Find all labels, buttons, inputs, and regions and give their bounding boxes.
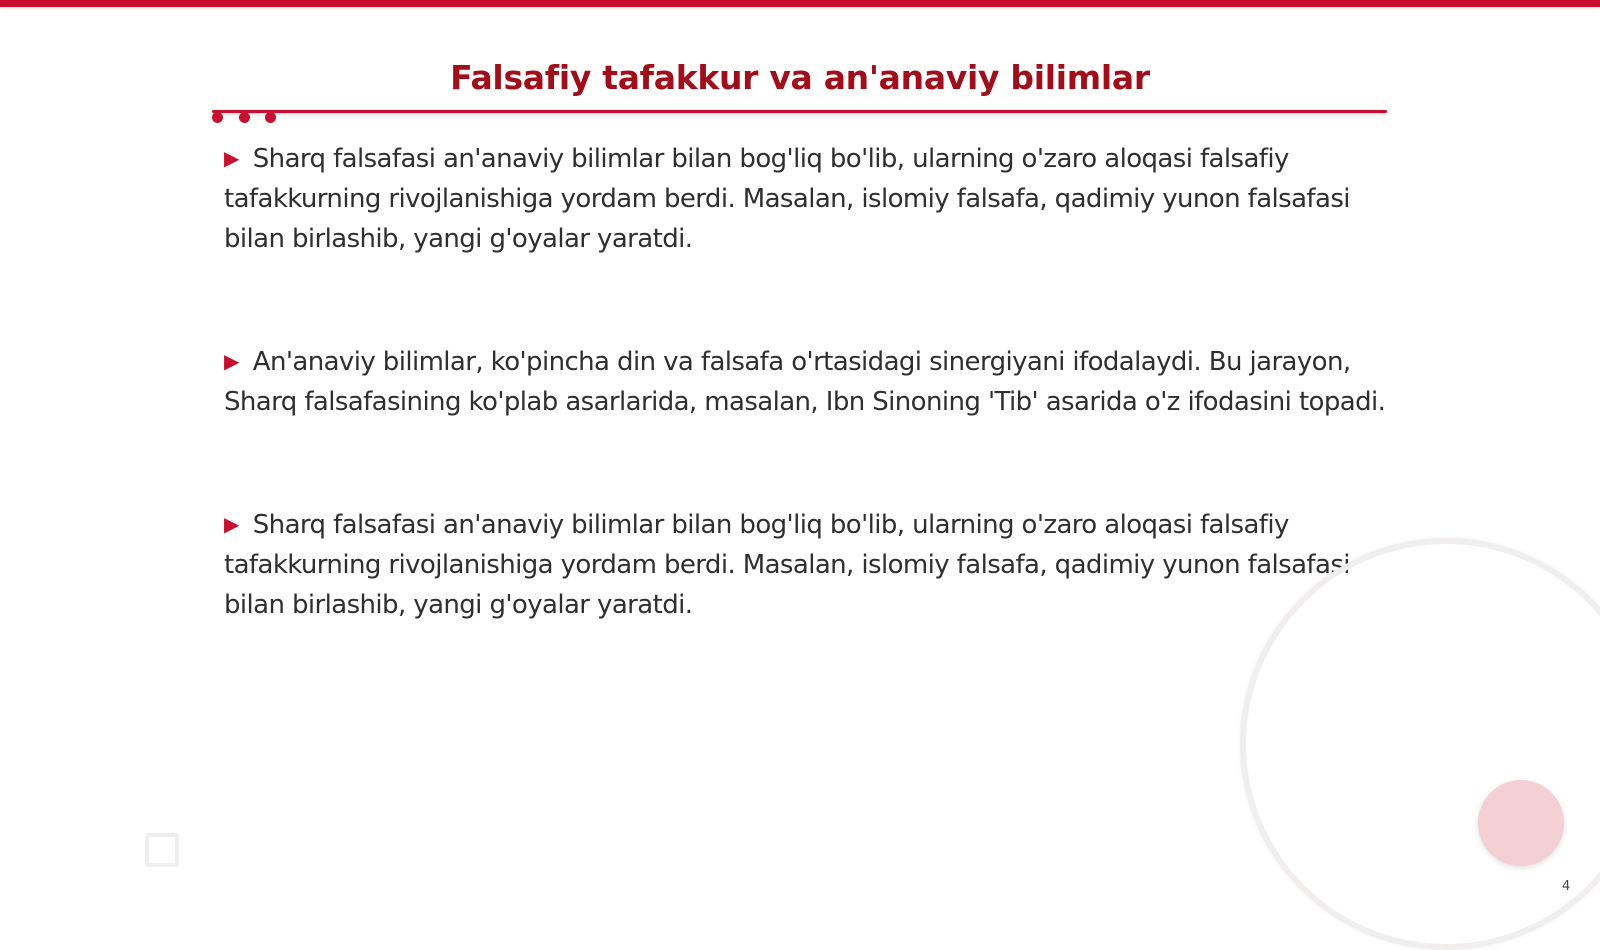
decor-dot (212, 112, 223, 123)
bullet-text: Sharq falsafasi an'anaviy bilimlar bilan bog'liq bo'lib, ularning o'zaro aloqasi falsafiy tafakkurning rivojlanishiga yordam berdi. Masalan, islomiy falsafa, qadimiy yunon falsafasi bilan birlashib, yangi g'oyalar yaratdi. (224, 144, 1350, 254)
bullet-paragraph-3 (224, 504, 1389, 625)
bullet-text: An'anaviy bilimlar, ko'pincha din va falsafa o'rtasidagi sinergiyani ifodalaydi. Bu jarayon, Sharq falsafasining ko'plab asarlarida, masalan, Ibn Sinoning 'Tib' asarida o'z ifodasini topadi. (224, 347, 1386, 417)
play-triangle-icon: ▶ (224, 349, 239, 373)
title-underline (212, 110, 1387, 113)
decor-square (145, 833, 179, 867)
bullet-paragraph-2 (224, 341, 1389, 422)
decor-dot (239, 112, 250, 123)
page-number: 4 (1562, 879, 1571, 894)
bullet-paragraph-1 (224, 138, 1389, 259)
top-accent-bar (0, 0, 1600, 7)
play-triangle-icon: ▶ (224, 146, 239, 170)
decor-circle (1478, 780, 1564, 866)
play-triangle-icon: ▶ (224, 512, 239, 536)
bullet-text: Sharq falsafasi an'anaviy bilimlar bilan bog'liq bo'lib, ularning o'zaro aloqasi falsafiy tafakkurning rivojlanishiga yordam berdi. Masalan, islomiy falsafa, qadimiy yunon falsafasi bilan birlashib, yangi g'oyalar yaratdi. (224, 510, 1350, 620)
decor-dot (265, 112, 276, 123)
slide-content (224, 138, 1389, 707)
slide-title: Falsafiy tafakkur va an'anaviy bilimlar (450, 58, 1150, 97)
